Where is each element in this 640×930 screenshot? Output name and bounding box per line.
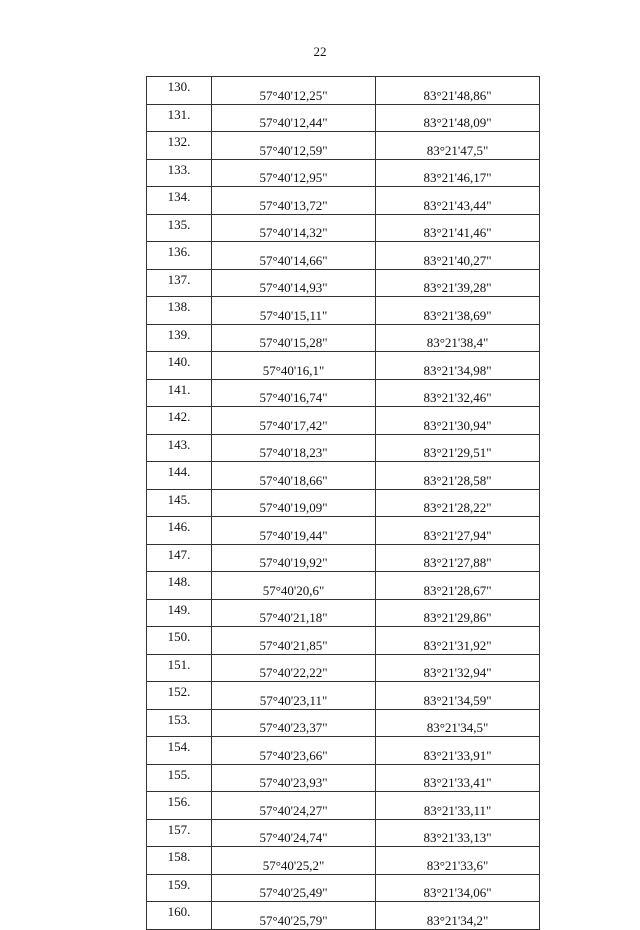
point-number-cell: 135.: [147, 214, 212, 242]
latitude-cell: 57°40'25,79": [212, 902, 376, 930]
point-number-cell: 148.: [147, 572, 212, 600]
longitude-cell: 83°21'28,58": [376, 462, 540, 490]
longitude-cell: 83°21'30,94": [376, 407, 540, 435]
longitude-cell: 83°21'33,13": [376, 819, 540, 847]
table-row: [147, 77, 540, 105]
table-row: [147, 159, 540, 187]
point-number-cell: 141.: [147, 379, 212, 407]
latitude-cell: 57°40'25,2": [212, 847, 376, 875]
longitude-cell: 83°21'47,5": [376, 132, 540, 160]
table-row: [147, 874, 540, 902]
point-number-cell: 149.: [147, 599, 212, 627]
latitude-cell: 57°40'18,23": [212, 434, 376, 462]
point-number-cell: 151.: [147, 654, 212, 682]
point-number-cell: 136.: [147, 242, 212, 270]
latitude-cell: 57°40'23,37": [212, 709, 376, 737]
longitude-cell: 83°21'27,88": [376, 544, 540, 572]
point-number-cell: 150.: [147, 627, 212, 655]
longitude-cell: 83°21'34,59": [376, 682, 540, 710]
table-row: [147, 352, 540, 380]
table-row: [147, 297, 540, 325]
point-number-cell: 160.: [147, 902, 212, 930]
latitude-cell: 57°40'15,28": [212, 324, 376, 352]
latitude-cell: 57°40'23,66": [212, 737, 376, 765]
longitude-cell: 83°21'33,91": [376, 737, 540, 765]
latitude-cell: 57°40'18,66": [212, 462, 376, 490]
longitude-cell: 83°21'48,09": [376, 104, 540, 132]
point-number-cell: 143.: [147, 434, 212, 462]
point-number-cell: 152.: [147, 682, 212, 710]
latitude-cell: 57°40'14,32": [212, 214, 376, 242]
table-row: [147, 737, 540, 765]
latitude-cell: 57°40'12,25": [212, 77, 376, 105]
table-row: [147, 654, 540, 682]
latitude-cell: 57°40'19,44": [212, 517, 376, 545]
point-number-cell: 156.: [147, 792, 212, 820]
coordinates-table: [146, 76, 540, 930]
point-number-cell: 130.: [147, 77, 212, 105]
table-row: [147, 324, 540, 352]
point-number-cell: 155.: [147, 764, 212, 792]
table-row: [147, 517, 540, 545]
table-row: [147, 214, 540, 242]
longitude-cell: 83°21'40,27": [376, 242, 540, 270]
table-row: [147, 187, 540, 215]
table-row: [147, 379, 540, 407]
latitude-cell: 57°40'19,92": [212, 544, 376, 572]
table-row: [147, 572, 540, 600]
point-number-cell: 132.: [147, 132, 212, 160]
latitude-cell: 57°40'22,22": [212, 654, 376, 682]
longitude-cell: 83°21'31,92": [376, 627, 540, 655]
latitude-cell: 57°40'21,85": [212, 627, 376, 655]
point-number-cell: 138.: [147, 297, 212, 325]
longitude-cell: 83°21'33,41": [376, 764, 540, 792]
table-row: [147, 792, 540, 820]
longitude-cell: 83°21'46,17": [376, 159, 540, 187]
latitude-cell: 57°40'23,93": [212, 764, 376, 792]
latitude-cell: 57°40'20,6": [212, 572, 376, 600]
point-number-cell: 159.: [147, 874, 212, 902]
table-row: [147, 902, 540, 930]
latitude-cell: 57°40'16,1": [212, 352, 376, 380]
latitude-cell: 57°40'24,27": [212, 792, 376, 820]
longitude-cell: 83°21'33,6": [376, 847, 540, 875]
latitude-cell: 57°40'25,49": [212, 874, 376, 902]
latitude-cell: 57°40'14,93": [212, 269, 376, 297]
longitude-cell: 83°21'34,98": [376, 352, 540, 380]
point-number-cell: 153.: [147, 709, 212, 737]
table-row: [147, 407, 540, 435]
latitude-cell: 57°40'12,95": [212, 159, 376, 187]
point-number-cell: 140.: [147, 352, 212, 380]
longitude-cell: 83°21'32,94": [376, 654, 540, 682]
latitude-cell: 57°40'16,74": [212, 379, 376, 407]
table-row: [147, 269, 540, 297]
table-row: [147, 819, 540, 847]
table-row: [147, 627, 540, 655]
point-number-cell: 157.: [147, 819, 212, 847]
coordinates-table-body: [147, 77, 540, 930]
point-number-cell: 146.: [147, 517, 212, 545]
longitude-cell: 83°21'32,46": [376, 379, 540, 407]
longitude-cell: 83°21'43,44": [376, 187, 540, 215]
table-row: [147, 709, 540, 737]
longitude-cell: 83°21'29,51": [376, 434, 540, 462]
longitude-cell: 83°21'48,86": [376, 77, 540, 105]
longitude-cell: 83°21'39,28": [376, 269, 540, 297]
table-row: [147, 104, 540, 132]
longitude-cell: 83°21'27,94": [376, 517, 540, 545]
longitude-cell: 83°21'28,67": [376, 572, 540, 600]
longitude-cell: 83°21'34,2": [376, 902, 540, 930]
longitude-cell: 83°21'29,86": [376, 599, 540, 627]
table-row: [147, 462, 540, 490]
longitude-cell: 83°21'38,4": [376, 324, 540, 352]
table-row: [147, 544, 540, 572]
longitude-cell: 83°21'41,46": [376, 214, 540, 242]
longitude-cell: 83°21'34,5": [376, 709, 540, 737]
table-row: [147, 847, 540, 875]
table-row: [147, 764, 540, 792]
latitude-cell: 57°40'13,72": [212, 187, 376, 215]
latitude-cell: 57°40'15,11": [212, 297, 376, 325]
point-number-cell: 133.: [147, 159, 212, 187]
point-number-cell: 142.: [147, 407, 212, 435]
table-row: [147, 489, 540, 517]
point-number-cell: 154.: [147, 737, 212, 765]
point-number-cell: 131.: [147, 104, 212, 132]
point-number-cell: 137.: [147, 269, 212, 297]
latitude-cell: 57°40'12,44": [212, 104, 376, 132]
table-row: [147, 434, 540, 462]
latitude-cell: 57°40'17,42": [212, 407, 376, 435]
point-number-cell: 134.: [147, 187, 212, 215]
table-row: [147, 242, 540, 270]
page-number: 22: [313, 44, 327, 59]
latitude-cell: 57°40'23,11": [212, 682, 376, 710]
longitude-cell: 83°21'33,11": [376, 792, 540, 820]
longitude-cell: 83°21'28,22": [376, 489, 540, 517]
latitude-cell: 57°40'21,18": [212, 599, 376, 627]
latitude-cell: 57°40'12,59": [212, 132, 376, 160]
latitude-cell: 57°40'24,74": [212, 819, 376, 847]
point-number-cell: 144.: [147, 462, 212, 490]
point-number-cell: 145.: [147, 489, 212, 517]
table-row: [147, 599, 540, 627]
table-row: [147, 132, 540, 160]
table-row: [147, 682, 540, 710]
latitude-cell: 57°40'14,66": [212, 242, 376, 270]
point-number-cell: 139.: [147, 324, 212, 352]
point-number-cell: 158.: [147, 847, 212, 875]
latitude-cell: 57°40'19,09": [212, 489, 376, 517]
longitude-cell: 83°21'34,06": [376, 874, 540, 902]
point-number-cell: 147.: [147, 544, 212, 572]
longitude-cell: 83°21'38,69": [376, 297, 540, 325]
